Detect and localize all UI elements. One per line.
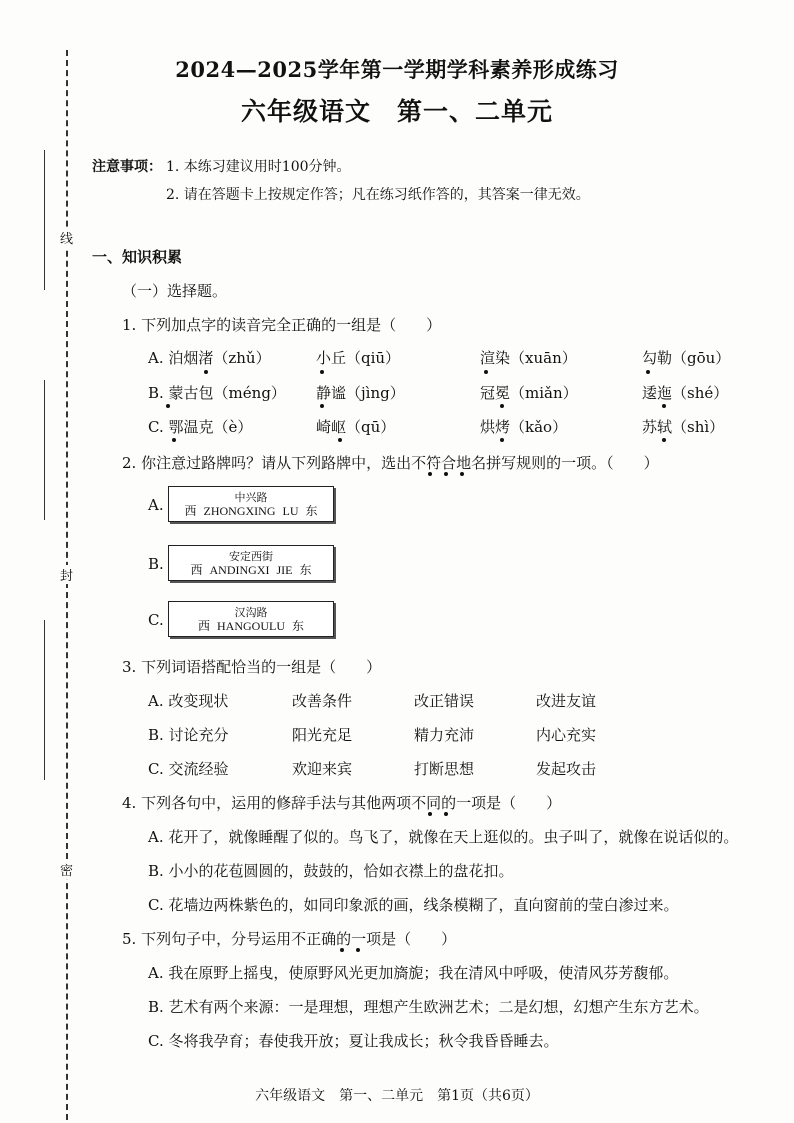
q3-b-1: B. 讨论充分: [148, 726, 229, 744]
margin-rule: [44, 620, 45, 780]
q4-option-a: A. 花开了，就像睡醒了似的。鸟飞了，就像在天上逛似的。虫子叫了，就像在说话似的。: [148, 828, 739, 846]
exam-title: 2024—2025学年第一学期学科素养形成练习: [175, 57, 619, 82]
q2-c-label: C.: [148, 611, 164, 629]
road-sign-name: 汉沟路: [234, 606, 268, 619]
emphasis-dot: [320, 404, 324, 408]
emphasis-dot: [484, 370, 488, 374]
q3-b-2: 阳光充足: [292, 726, 353, 744]
road-sign-name: 中兴路: [234, 491, 268, 504]
road-sign-a: [168, 486, 334, 522]
q3-a-1: A. 改变现状: [148, 692, 229, 710]
q3-c-1: C. 交流经验: [148, 760, 229, 778]
q3-b-3: 精力充沛: [414, 726, 475, 744]
q1-b-3: 冠冕（miǎn）: [480, 384, 578, 402]
q2-b-label: B.: [148, 555, 164, 573]
q5-option-c: C. 冬将我孕育；春使我开放；夏让我成长；秋令我昏昏睡去。: [148, 1032, 559, 1050]
section-title: 一、知识积累: [92, 248, 183, 266]
q5-option-a: A. 我在原野上摇曳，使原野风光更加旖旎；我在清风中呼吸，使清风芬芳馥郁。: [148, 964, 679, 982]
emphasis-dot: [338, 438, 342, 442]
q1-stem: 1. 下列加点字的读音完全正确的一组是（ ）: [122, 316, 442, 334]
emphasis-dot: [356, 948, 360, 952]
road-sign-pinyin: 西 ANDINGXI JIE 东: [190, 563, 312, 577]
q4-stem: 4. 下列各句中，运用的修辞手法与其他两项不同的一项是（ ）: [122, 794, 562, 812]
emphasis-dot: [172, 438, 176, 442]
q3-stem: 3. 下列词语搭配恰当的一组是（ ）: [122, 658, 382, 676]
emphasis-dot: [662, 404, 666, 408]
emphasis-dot: [646, 370, 650, 374]
subsection-title: （一）选择题。: [122, 282, 228, 300]
emphasis-dot: [500, 404, 504, 408]
road-sign-pinyin: 西 ZHONGXING LU 东: [184, 504, 318, 518]
emphasis-dot: [500, 438, 504, 442]
q4-option-b: B. 小小的花苞圆圆的，鼓鼓的，恰如衣襟上的盘花扣。: [148, 862, 514, 880]
q1-c-3: 烘烤（kǎo）: [480, 418, 568, 436]
emphasis-dot: [166, 404, 170, 408]
q2-stem: 2. 你注意过路牌吗？请从下列路牌中，选出不符合地名拼写规则的一项。（ ）: [122, 454, 659, 472]
emphasis-dot: [460, 472, 464, 476]
note-item-2: 2. 请在答题卡上按规定作答；凡在练习纸作答的，其答案一律无效。: [166, 187, 590, 203]
margin-rule: [44, 380, 45, 520]
margin-rule: [44, 150, 45, 290]
exam-subtitle: 六年级语文 第一、二单元: [240, 97, 553, 126]
q1-b-1: B. 蒙古包（méng）: [148, 384, 286, 402]
q3-a-2: 改善条件: [292, 692, 353, 710]
emphasis-dot: [428, 472, 432, 476]
margin-char-mi: 密: [60, 860, 73, 879]
q2-a-label: A.: [148, 496, 164, 514]
binding-dashed-line: [66, 50, 68, 1120]
emphasis-dot: [320, 370, 324, 374]
margin-char-feng: 封: [60, 565, 73, 584]
notes-label: 注意事项：: [92, 159, 162, 175]
emphasis-dot: [428, 812, 432, 816]
emphasis-dot: [444, 472, 448, 476]
q3-c-3: 打断思想: [414, 760, 475, 778]
q3-a-4: 改进友谊: [536, 692, 597, 710]
q1-b-2: 静谧（jìng）: [316, 384, 405, 402]
note-item-1: 1. 本练习建议用时100分钟。: [166, 159, 351, 175]
page-footer: 六年级语文 第一、二单元 第1页（共6页）: [255, 1088, 539, 1104]
road-sign-pinyin: 西 HANGOULU 东: [198, 619, 304, 633]
q1-a-1: A. 泊烟渚（zhǔ）: [148, 349, 271, 367]
q5-stem: 5. 下列句子中，分号运用不正确的一项是（ ）: [122, 930, 457, 948]
emphasis-dot: [204, 370, 208, 374]
q1-a-4: 勾勒（gōu）: [642, 349, 731, 367]
q1-b-4: 逶迤（shé）: [642, 384, 729, 402]
q1-a-3: 渲染（xuān）: [480, 349, 577, 367]
q5-option-b: B. 艺术有两个来源：一是理想，理想产生欧洲艺术；二是幻想，幻想产生东方艺术。: [148, 998, 709, 1016]
road-sign-c: [168, 601, 334, 637]
q1-c-1: C. 鄂温克（è）: [148, 418, 253, 436]
emphasis-dot: [444, 812, 448, 816]
q3-c-2: 欢迎来宾: [292, 760, 353, 778]
emphasis-dot: [662, 438, 666, 442]
emphasis-dot: [340, 948, 344, 952]
margin-char-xian: 线: [60, 228, 73, 247]
q3-a-3: 改正错误: [414, 692, 475, 710]
q1-c-4: 苏轼（shì）: [642, 418, 725, 436]
q4-option-c: C. 花墙边两株紫色的，如同印象派的画，线条模糊了，直向窗前的莹白渗过来。: [148, 896, 679, 914]
road-sign-name: 安定西街: [229, 550, 273, 563]
q1-c-2: 崎岖（qū）: [316, 418, 396, 436]
q3-c-4: 发起攻击: [536, 760, 597, 778]
road-sign-b: [168, 545, 334, 581]
q3-b-4: 内心充实: [536, 726, 597, 744]
q1-a-2: 小丘（qiū）: [316, 349, 401, 367]
